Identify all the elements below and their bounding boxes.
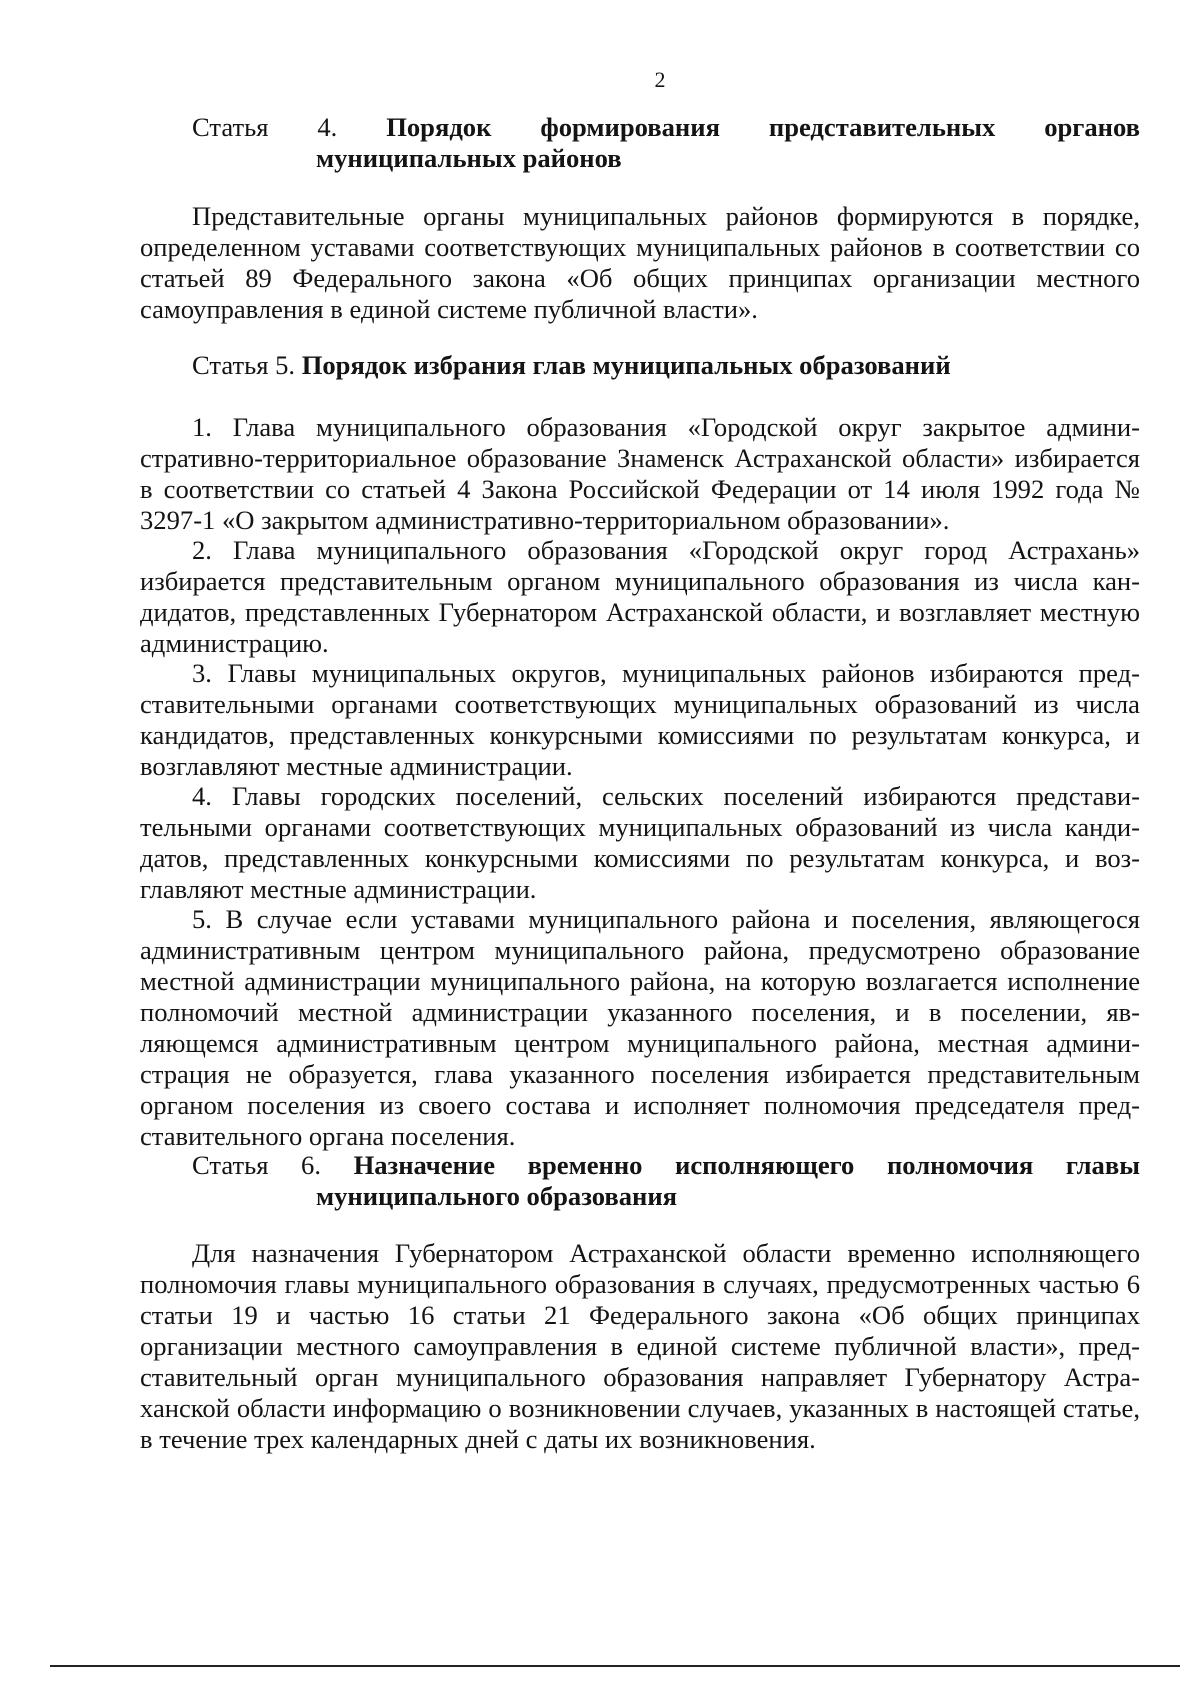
article-5-paragraph-2: 2. Глава муниципального образования «Городской округ город Астрахань» избирается представительным органом муниципального образования из числа кандидатов, представленных Губернатором Астраханской области, и возглавляет местную администрацию. xyxy=(140,535,1140,658)
article-5-paragraph-1: 1. Глава муниципального образования «Городской округ закрытое административно-территориальное образование Знаменск Астраханской области» избирается в соответствии со статьей 4 Закона Российской Федерации от 14 июля 1992 года № 3297-1 «О закрытом административно-территориальном образовании». xyxy=(140,412,1140,535)
page-number: 2 xyxy=(654,67,666,92)
article-6-label: Статья 6. xyxy=(192,1150,321,1180)
article-5-paragraph-5: 5. В случае если уставами муниципального района и поселения, являющегося административным центром муниципального района, предусмотрено образование местной администрации муниципального района, на которую возлагается исполнение полномочий местной администрации указанного поселения, и в поселении, являющемся административным центром муниципального района, местная администрация не образуется, глава указанного поселения избирается представительным органом поселения из своего состава и исполняет полномочия председателя представительного органа поселения. xyxy=(140,904,1140,1151)
document-page xyxy=(140,0,1140,1697)
article-4-paragraph-1: Представительные органы муниципальных районов формируются в порядке, определенном уставами соответствующих муниципальных районов в соответствии со статьей 89 Федерального закона «Об общих принципах организации местного самоуправления в единой системе публичной власти». xyxy=(140,201,1140,324)
article-5-paragraph-3: 3. Главы муниципальных округов, муниципальных районов избираются представительными органами соответствующих муниципальных образований из числа кандидатов, представленных конкурсными комиссиями по результатам конкурса, и возглавляют местные администрации. xyxy=(140,658,1140,781)
article-5-name: Порядок избрания глав муниципальных образований xyxy=(301,350,951,380)
article-4-name-continued: муниципальных районов xyxy=(316,143,622,173)
article-6-title xyxy=(192,1150,1140,1212)
article-5-paragraph-4: 4. Главы городских поселений, сельских поселений избираются представительными органами соответствующих муниципальных образований из числа кандидатов, представленных конкурсными комиссиями по результатам конкурса, и возглавляют местные администрации. xyxy=(140,781,1140,904)
bottom-divider-line xyxy=(50,1665,1180,1667)
article-5-label: Статья 5. xyxy=(192,350,296,380)
article-4-label: Статья 4. xyxy=(192,112,338,142)
article-4-name: Порядок формирования представительных органов xyxy=(386,112,1140,142)
article-6-name-continued: муниципального образования xyxy=(316,1181,678,1211)
article-5-title xyxy=(192,350,1140,381)
article-4-title xyxy=(192,112,1140,174)
article-6-name: Назначение временно исполняющего полномочия главы xyxy=(353,1150,1140,1180)
article-6-paragraph-1: Для назначения Губернатором Астраханской области временно исполняющего полномочия главы муниципального образования в случаях, предусмотренных частью 6 статьи 19 и частью 16 статьи 21 Федерального закона «Об общих принципах организации местного самоуправления в единой системе публичной власти», представительный орган муниципального образования направляет Губернатору Астраханской области информацию о возникновении случаев, указанных в настоящей статье, в течение трех календарных дней с даты их возникновения. xyxy=(140,1238,1140,1454)
